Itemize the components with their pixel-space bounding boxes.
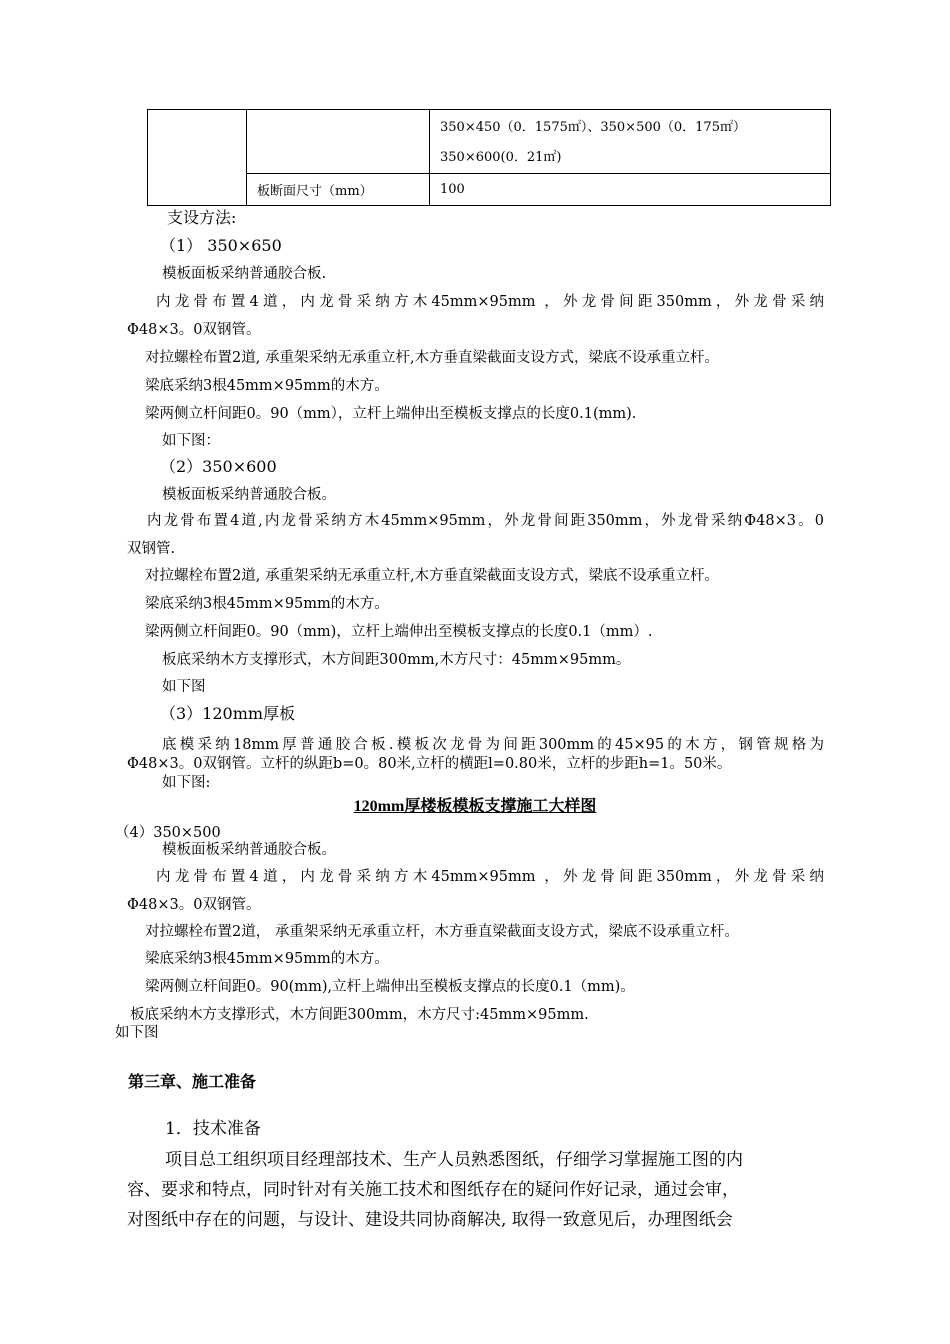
figure-title: 120mm厚楼板模板支撑施工大样图: [353, 798, 597, 815]
paragraph-line: 对图纸中存在的问题，与设计、建设共同协商解决, 取得一致意见后，办理图纸会: [127, 1210, 733, 1230]
section-2-title: （2）350×600: [160, 457, 277, 476]
text-line: 如下图:: [162, 775, 211, 791]
text-line: 梁两侧立杆间距0。90(mm),立杆上端伸出至模板支撑点的长度0.1（mm)。: [145, 979, 635, 995]
text-line: 模板面板采纳普通胶合板。: [162, 487, 336, 503]
text-line: 对拉螺栓布置2道， 承重架采纳无承重立杆，木方垂直梁截面支设方式，梁底不设承重立杆。: [145, 924, 739, 940]
text-line: 梁底采纳3根45mm×95mm的木方。: [145, 596, 389, 612]
section-1-title: （1） 350×650: [160, 236, 282, 255]
text-line: 如下图：: [162, 433, 220, 449]
section-3-title: （3）120mm厚板: [160, 704, 296, 723]
chapter-title: 第三章、施工准备: [128, 1072, 257, 1091]
beam-sizes-line-a: 350×450（0．1575㎡）、350×500（0．175㎡）: [440, 119, 746, 135]
table-cell-empty: [247, 110, 430, 174]
section-4-title: （4）350×500: [115, 825, 221, 841]
paragraph-line: 项目总工组织项目经理部技术、生产人员熟悉图纸，仔细学习掌握施工图的内: [165, 1150, 743, 1170]
text-line: 板底采纳木方支撑形式，木方间距300mm，木方尺寸:45mm×95mm.: [130, 1007, 589, 1023]
table-cell-empty: [148, 110, 247, 206]
text-line: 对拉螺栓布置2道, 承重架采纳无承重立杆,木方垂直梁截面支设方式，梁底不设承重立杆。: [145, 350, 720, 366]
text-line: 梁底采纳3根45mm×95mm的木方。: [145, 378, 389, 394]
text-line: 内龙骨布置4道，内龙骨采纳方木45mm×95mm ，外龙骨间距350mm，外龙骨采纳: [156, 294, 824, 310]
table-cell-beam-sizes: [430, 110, 831, 174]
text-line: 模板面板采纳普通胶合板.: [162, 266, 327, 282]
chapter-subheading: 1．技术准备: [165, 1119, 261, 1139]
text-line: 板底采纳木方支撑形式，木方间距300mm,木方尺寸：45mm×95mm。: [162, 652, 631, 668]
text-line: Φ48×3。0双钢管。: [127, 897, 261, 913]
method-title: 支设方法:: [167, 208, 237, 227]
text-line: 如下图: [162, 679, 206, 695]
text-line: Φ48×3。0双钢管。: [127, 322, 261, 338]
text-line: 如下图: [115, 1025, 159, 1041]
text-line: 梁底采纳3根45mm×95mm的木方。: [145, 951, 389, 967]
text-line: 对拉螺栓布置2道, 承重架采纳无承重立杆,木方垂直梁截面支设方式，梁底不设承重立杆。: [145, 568, 720, 584]
text-line: 梁两侧立杆间距0。90（mm)，立杆上端伸出至模板支撑点的长度0.1（mm）.: [145, 624, 653, 640]
text-line: 梁两侧立杆间距0。90（mm），立杆上端伸出至模板支撑点的长度0.1(mm).: [145, 406, 637, 422]
beam-sizes-line-b: 350×600(0．21㎡): [440, 149, 562, 165]
paragraph-line: 容、要求和特点，同时针对有关施工技术和图纸存在的疑问作好记录，通过会审，: [127, 1180, 739, 1200]
section-size-table: [147, 109, 831, 206]
text-line: 底模采纳18mm厚普通胶合板.模板次龙骨为间距300mm的45×95的木方，钢管规格为: [162, 737, 824, 753]
text-line: 内龙骨布置4道,内龙骨采纳方木45mm×95mm，外龙骨间距350mm，外龙骨采纳Φ48×3。0: [147, 513, 824, 529]
text-line: 内龙骨布置4道，内龙骨采纳方木45mm×95mm ，外龙骨间距350mm，外龙骨采纳: [156, 869, 824, 885]
text-line: 模板面板采纳普通胶合板。: [162, 842, 336, 858]
table-cell-slab-label: 板断面尺寸（mm）: [247, 174, 430, 206]
text-line: 双钢管.: [127, 541, 176, 557]
table-cell-slab-value: 100: [430, 174, 831, 206]
text-line: Φ48×3。0双钢管。立杆的纵距b=0。80米,立杆的横距l=0.80米，立杆的步距h=1。50米。: [127, 756, 732, 772]
